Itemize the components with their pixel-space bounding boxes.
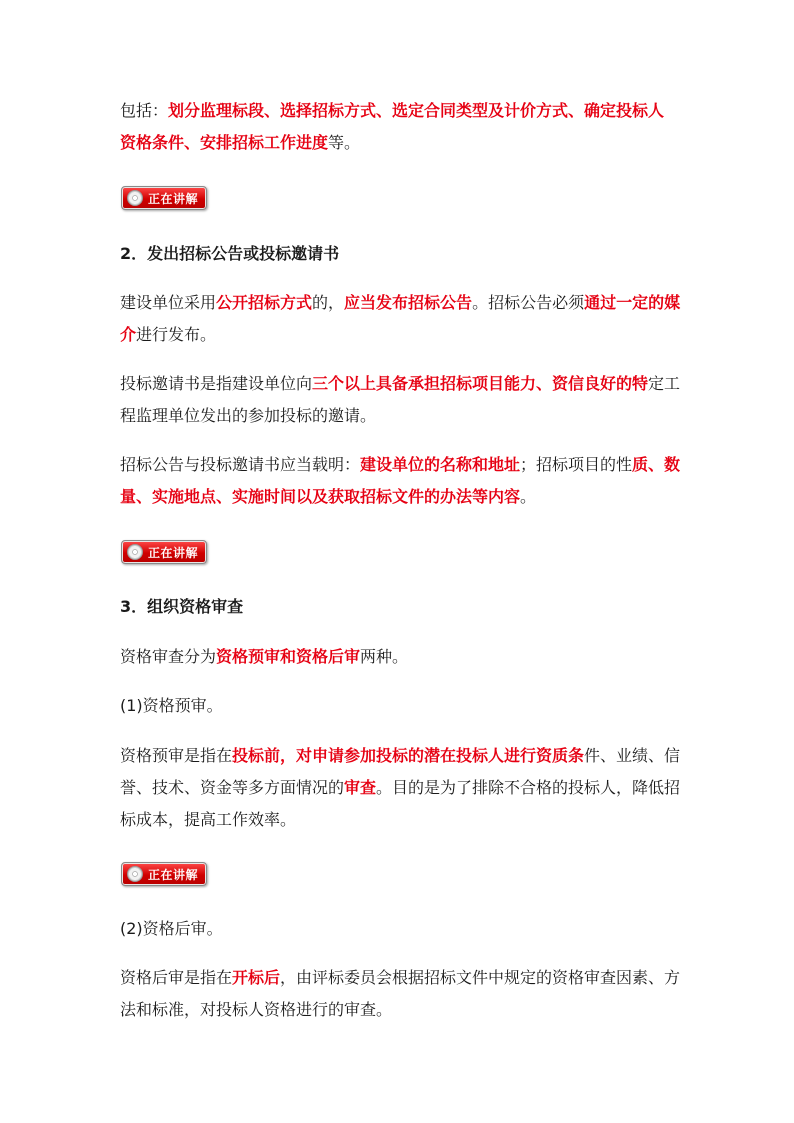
section-heading-2: 2．发出招标公告或投标邀请书: [120, 244, 340, 263]
paragraph-prequalification-line3: [120, 804, 680, 836]
text: 两种。: [360, 647, 409, 666]
text: 资格后审是指在: [120, 968, 233, 987]
text: ，由评标委员会根据招标文件中规定的资格审查因素、方: [280, 968, 681, 987]
highlight: 介: [120, 325, 137, 344]
now-explaining-button[interactable]: [121, 540, 207, 564]
text: 标成本，提高工作效率。: [120, 810, 297, 829]
paragraph-prequalification: [120, 740, 680, 772]
highlight: 建设单位的名称和地址: [360, 455, 521, 474]
text: 进行发布。: [136, 325, 217, 344]
paragraph-announcement-line2: [120, 319, 680, 351]
text: 建设单位采用: [120, 293, 217, 312]
paragraph-invitation: [120, 368, 680, 400]
text: 。: [520, 487, 537, 506]
text: 法和标准，对投标人资格进行的审查。: [120, 1000, 393, 1019]
highlight: 资格条件、安排招标工作进度: [120, 133, 329, 152]
text: 。目的是为了排除不合格的投标人，降低招: [376, 778, 681, 797]
text: 件、业绩、信: [584, 746, 681, 765]
text: 的，: [312, 293, 345, 312]
paragraph-postqualification: [120, 962, 680, 994]
text: 投标邀请书是指建设单位向: [120, 374, 313, 393]
highlight: 量、实施地点、实施时间以及获取招标文件的办法等内容: [120, 487, 521, 506]
text: 定工: [648, 374, 681, 393]
text: 资格审查分为: [120, 647, 217, 666]
badge-label: 正在讲解: [148, 545, 199, 560]
disc-icon: [127, 866, 143, 882]
badge-label: 正在讲解: [148, 191, 199, 206]
paragraph-scope: [120, 95, 680, 127]
highlight: 质、数: [632, 455, 681, 474]
highlight: 通过一定的媒: [584, 293, 681, 312]
text: 等。: [328, 133, 361, 152]
text: 招标公告与投标邀请书应当载明：: [120, 455, 361, 474]
highlight: 公开招标方式: [216, 293, 313, 312]
text: ；招标项目的性: [520, 455, 633, 474]
text: 誉、技术、资金等多方面情况的: [120, 778, 345, 797]
text: 。招标公告必须: [472, 293, 585, 312]
subheading-prequalification: (1)资格预审。: [120, 696, 223, 715]
highlight: 三个以上具备承担招标项目能力、资信良好的特: [312, 374, 649, 393]
highlight: 审查: [344, 778, 377, 797]
highlight: 应当发布招标公告: [344, 293, 473, 312]
paragraph-contents: [120, 449, 680, 481]
badge-label: 正在讲解: [148, 867, 199, 882]
highlight: 开标后: [232, 968, 281, 987]
paragraph-contents-line2: [120, 481, 680, 513]
paragraph-prequalification-line2: [120, 772, 680, 804]
paragraph-postqualification-line2: [120, 994, 680, 1026]
subheading-postqualification: (2)资格后审。: [120, 919, 223, 938]
text: 包括：: [120, 101, 169, 120]
highlight: 划分监理标段、选择招标方式、选定合同类型及计价方式、确定投标人: [168, 101, 665, 120]
highlight: 投标前，对申请参加投标的潜在投标人进行资质条: [232, 746, 585, 765]
paragraph-review-types: [120, 641, 680, 673]
disc-icon: [127, 544, 143, 560]
text: 程监理单位发出的参加投标的邀请。: [120, 406, 377, 425]
text: 资格预审是指在: [120, 746, 233, 765]
now-explaining-button[interactable]: [121, 862, 207, 886]
highlight: 资格预审和资格后审: [216, 647, 361, 666]
paragraph-scope-line2: [120, 127, 680, 159]
disc-icon: [127, 190, 143, 206]
now-explaining-button[interactable]: [121, 186, 207, 210]
section-heading-3: 3．组织资格审查: [120, 597, 244, 616]
paragraph-invitation-line2: [120, 400, 680, 432]
paragraph-announcement: [120, 287, 680, 319]
